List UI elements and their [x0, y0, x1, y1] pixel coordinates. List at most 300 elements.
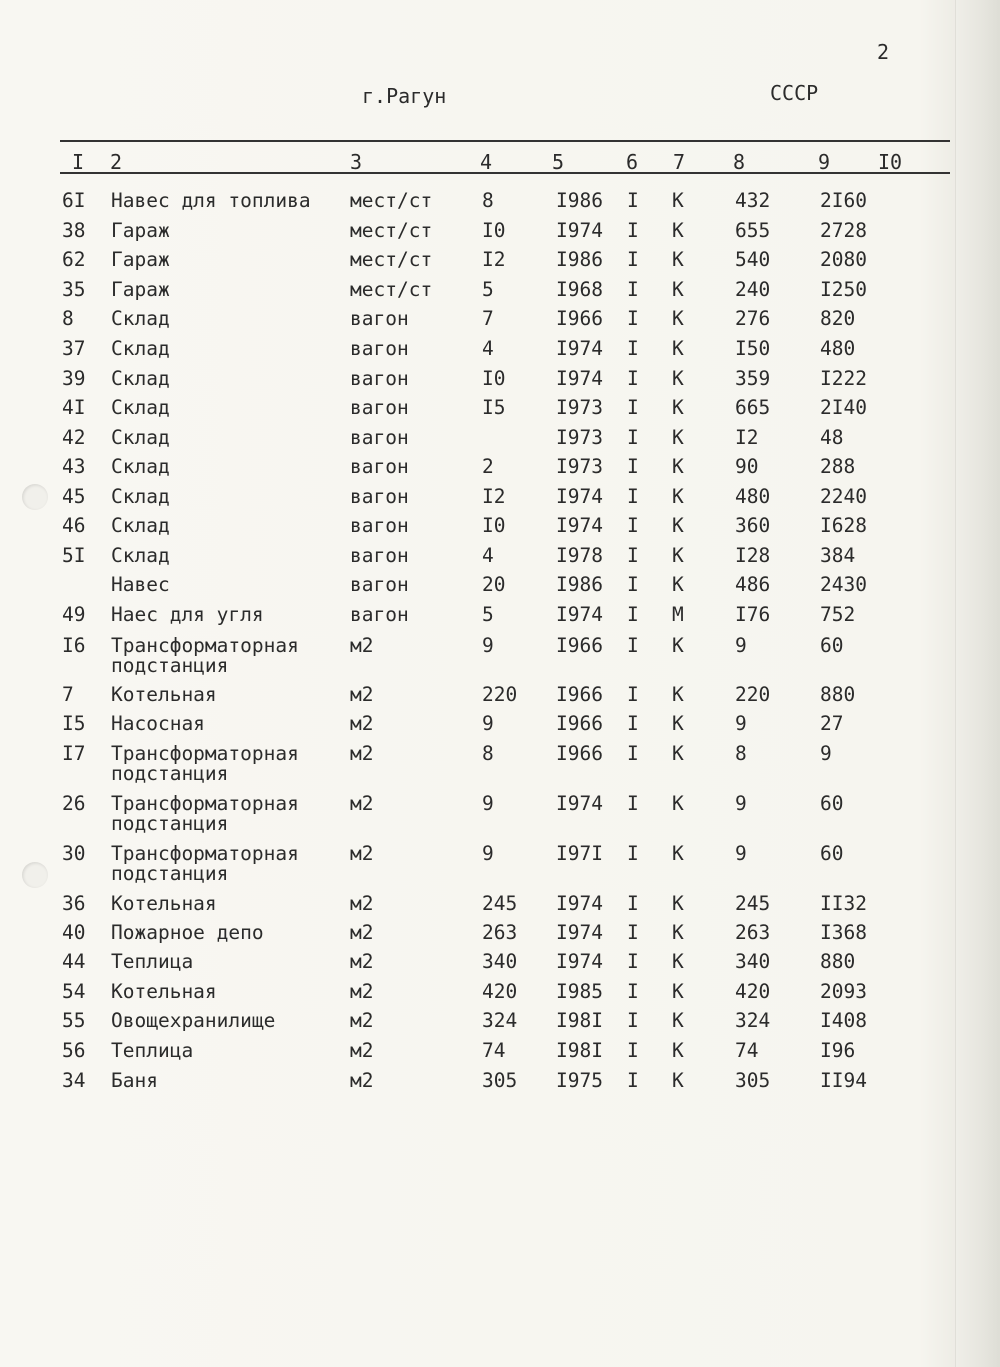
object-name-line1: Склад — [111, 455, 170, 478]
col8-value: 9 — [735, 634, 747, 657]
unit: м2 — [350, 634, 374, 657]
col8-value: 305 — [735, 1069, 771, 1092]
row-number: 46 — [62, 514, 86, 537]
object-name — [111, 1041, 193, 1061]
col8-value: 420 — [735, 980, 771, 1003]
col7-value: К — [672, 514, 684, 537]
object-name-line1: Склад — [111, 485, 170, 508]
col-header-1: I — [72, 150, 85, 174]
row-number: 8 — [62, 307, 74, 330]
object-name — [111, 369, 170, 389]
object-name — [111, 952, 193, 972]
object-name — [111, 516, 170, 536]
col6-value: I — [627, 950, 639, 973]
object-name — [111, 636, 299, 676]
quantity: 20 — [482, 573, 506, 596]
year: I97I — [556, 842, 603, 865]
col7-value: К — [672, 307, 684, 330]
col9-value: I96 — [820, 1039, 856, 1062]
col6-value: I — [627, 683, 639, 706]
col9-value: 9 — [820, 742, 832, 765]
col9-value: 2728 — [820, 219, 867, 242]
col8-value: 655 — [735, 219, 771, 242]
object-name-line1: Навес — [111, 573, 170, 596]
col8-value: 9 — [735, 842, 747, 865]
unit: м2 — [350, 742, 374, 765]
row-number: 38 — [62, 219, 86, 242]
punch-hole-bottom — [22, 862, 48, 888]
col7-value: К — [672, 396, 684, 419]
unit: м2 — [350, 792, 374, 815]
unit: м2 — [350, 712, 374, 735]
object-name — [111, 575, 170, 595]
col7-value: К — [672, 455, 684, 478]
year: I968 — [556, 278, 603, 301]
object-name-line1: Гараж — [111, 278, 170, 301]
object-name-line1: Пожарное депо — [111, 921, 264, 944]
col7-value: К — [672, 189, 684, 212]
col6-value: I — [627, 921, 639, 944]
col6-value: I — [627, 426, 639, 449]
col6-value: I — [627, 712, 639, 735]
unit: вагон — [350, 455, 409, 478]
col9-value: 60 — [820, 792, 844, 815]
year: I973 — [556, 455, 603, 478]
quantity: 9 — [482, 792, 494, 815]
col6-value: I — [627, 842, 639, 865]
col9-value: I408 — [820, 1009, 867, 1032]
unit: м2 — [350, 980, 374, 1003]
quantity: 2 — [482, 455, 494, 478]
unit: м2 — [350, 683, 374, 706]
col9-value: 288 — [820, 455, 856, 478]
quantity: 305 — [482, 1069, 518, 1092]
col6-value: I — [627, 248, 639, 271]
row-number: 6I — [62, 189, 86, 212]
unit: м2 — [350, 1009, 374, 1032]
object-name-line1: Склад — [111, 514, 170, 537]
row-number: 55 — [62, 1009, 86, 1032]
year: I974 — [556, 367, 603, 390]
col8-value: 480 — [735, 485, 771, 508]
object-name-line1: Наес для угля — [111, 603, 264, 626]
row-number: 34 — [62, 1069, 86, 1092]
object-name — [111, 487, 170, 507]
quantity: 340 — [482, 950, 518, 973]
quantity: I0 — [482, 514, 506, 537]
year: I974 — [556, 485, 603, 508]
punch-hole-top — [22, 484, 48, 510]
col6-value: I — [627, 307, 639, 330]
col9-value: 2I60 — [820, 189, 867, 212]
quantity: 8 — [482, 742, 494, 765]
col7-value: К — [672, 1039, 684, 1062]
col7-value: К — [672, 573, 684, 596]
col6-value: I — [627, 219, 639, 242]
col9-value: 2093 — [820, 980, 867, 1003]
col7-value: К — [672, 1069, 684, 1092]
object-name — [111, 844, 299, 884]
unit: мест/ст — [350, 248, 433, 271]
object-name — [111, 309, 170, 329]
row-number: 42 — [62, 426, 86, 449]
col9-value: 880 — [820, 683, 856, 706]
col6-value: I — [627, 396, 639, 419]
col9-value: I368 — [820, 921, 867, 944]
header-bottom-rule — [60, 172, 950, 174]
unit: м2 — [350, 921, 374, 944]
object-name — [111, 546, 170, 566]
row-number: I5 — [62, 712, 86, 735]
row-number: 35 — [62, 278, 86, 301]
col8-value: 359 — [735, 367, 771, 390]
row-number: 5I — [62, 544, 86, 567]
col7-value: К — [672, 892, 684, 915]
col7-value: К — [672, 634, 684, 657]
unit: вагон — [350, 367, 409, 390]
year: I98I — [556, 1009, 603, 1032]
row-number: 40 — [62, 921, 86, 944]
year: I974 — [556, 337, 603, 360]
unit: м2 — [350, 1069, 374, 1092]
row-number: 45 — [62, 485, 86, 508]
object-name-line1: Трансформаторная — [111, 842, 299, 865]
col9-value: I628 — [820, 514, 867, 537]
quantity: I2 — [482, 248, 506, 271]
object-name-line1: Склад — [111, 426, 170, 449]
unit: м2 — [350, 842, 374, 865]
col8-value: 74 — [735, 1039, 759, 1062]
object-name-line1: Баня — [111, 1069, 158, 1092]
year: I974 — [556, 950, 603, 973]
col9-value: 880 — [820, 950, 856, 973]
quantity: 9 — [482, 634, 494, 657]
col7-value: К — [672, 712, 684, 735]
object-name — [111, 221, 170, 241]
year: I986 — [556, 573, 603, 596]
row-number: 56 — [62, 1039, 86, 1062]
quantity: I5 — [482, 396, 506, 419]
col8-value: 360 — [735, 514, 771, 537]
object-name — [111, 982, 217, 1002]
col7-value: К — [672, 248, 684, 271]
unit: мест/ст — [350, 278, 433, 301]
row-number: 49 — [62, 603, 86, 626]
row-number: 26 — [62, 792, 86, 815]
col8-value: I76 — [735, 603, 771, 626]
col6-value: I — [627, 892, 639, 915]
col6-value: I — [627, 634, 639, 657]
col-header-2: 2 — [110, 150, 123, 174]
year: I98I — [556, 1039, 603, 1062]
unit: вагон — [350, 485, 409, 508]
object-name-line1: Навес для топлива — [111, 189, 311, 212]
col-header-6: 6 — [626, 150, 639, 174]
col8-value: 540 — [735, 248, 771, 271]
object-name-line1: Овощехранилище — [111, 1009, 276, 1032]
year: I966 — [556, 634, 603, 657]
col7-value: К — [672, 683, 684, 706]
object-name-line2: подстанция — [111, 812, 229, 835]
row-number: 44 — [62, 950, 86, 973]
object-name — [111, 714, 205, 734]
col-header-9: 9 — [818, 150, 831, 174]
col8-value: 486 — [735, 573, 771, 596]
col7-value: К — [672, 1009, 684, 1032]
unit: м2 — [350, 950, 374, 973]
year: I966 — [556, 712, 603, 735]
year: I974 — [556, 892, 603, 915]
year: I975 — [556, 1069, 603, 1092]
unit: м2 — [350, 1039, 374, 1062]
col-header-10: I0 — [878, 150, 903, 174]
col8-value: 263 — [735, 921, 771, 944]
col8-value: 240 — [735, 278, 771, 301]
row-number: I7 — [62, 742, 86, 765]
col7-value: К — [672, 367, 684, 390]
row-number: 30 — [62, 842, 86, 865]
row-number: 62 — [62, 248, 86, 271]
quantity: 4 — [482, 337, 494, 360]
object-name-line1: Склад — [111, 367, 170, 390]
quantity: 245 — [482, 892, 518, 915]
unit: вагон — [350, 307, 409, 330]
year: I973 — [556, 426, 603, 449]
row-number: 43 — [62, 455, 86, 478]
row-number: 39 — [62, 367, 86, 390]
col8-value: 9 — [735, 792, 747, 815]
object-name — [111, 744, 299, 784]
col8-value: 665 — [735, 396, 771, 419]
col7-value: К — [672, 337, 684, 360]
col6-value: I — [627, 1069, 639, 1092]
quantity: 263 — [482, 921, 518, 944]
col7-value: М — [672, 603, 684, 626]
quantity: I0 — [482, 219, 506, 242]
city-header: г.Рагун — [362, 84, 447, 108]
object-name-line1: Котельная — [111, 892, 217, 915]
year: I978 — [556, 544, 603, 567]
col7-value: К — [672, 544, 684, 567]
col8-value: 245 — [735, 892, 771, 915]
col-header-7: 7 — [673, 150, 686, 174]
unit: вагон — [350, 573, 409, 596]
object-name-line2: подстанция — [111, 654, 229, 677]
object-name-line1: Котельная — [111, 683, 217, 706]
col6-value: I — [627, 189, 639, 212]
col6-value: I — [627, 792, 639, 815]
col8-value: 220 — [735, 683, 771, 706]
year: I966 — [556, 307, 603, 330]
col6-value: I — [627, 573, 639, 596]
col9-value: 2240 — [820, 485, 867, 508]
col7-value: К — [672, 842, 684, 865]
quantity: 324 — [482, 1009, 518, 1032]
object-name-line1: Теплица — [111, 950, 194, 973]
unit: вагон — [350, 396, 409, 419]
object-name-line1: Склад — [111, 307, 170, 330]
page-edge — [955, 0, 1000, 1367]
object-name-line1: Теплица — [111, 1039, 194, 1062]
object-name-line1: Котельная — [111, 980, 217, 1003]
col6-value: I — [627, 367, 639, 390]
col9-value: 48 — [820, 426, 844, 449]
col6-value: I — [627, 455, 639, 478]
unit: мест/ст — [350, 189, 433, 212]
year: I974 — [556, 792, 603, 815]
quantity: 8 — [482, 189, 494, 212]
quantity: 5 — [482, 603, 494, 626]
col9-value: 480 — [820, 337, 856, 360]
col9-value: I250 — [820, 278, 867, 301]
col8-value: 9 — [735, 712, 747, 735]
col6-value: I — [627, 603, 639, 626]
year: I974 — [556, 921, 603, 944]
object-name — [111, 250, 170, 270]
col9-value: 820 — [820, 307, 856, 330]
unit: мест/ст — [350, 219, 433, 242]
table-top-rule — [60, 140, 950, 142]
year: I974 — [556, 603, 603, 626]
row-number: 4I — [62, 396, 86, 419]
quantity: 420 — [482, 980, 518, 1003]
quantity: 74 — [482, 1039, 506, 1062]
object-name — [111, 457, 170, 477]
col9-value: 60 — [820, 634, 844, 657]
col6-value: I — [627, 337, 639, 360]
year: I974 — [556, 514, 603, 537]
object-name — [111, 339, 170, 359]
col6-value: I — [627, 485, 639, 508]
unit: вагон — [350, 514, 409, 537]
col9-value: 752 — [820, 603, 856, 626]
col9-value: 2I40 — [820, 396, 867, 419]
quantity: 9 — [482, 712, 494, 735]
col9-value: II94 — [820, 1069, 867, 1092]
object-name-line1: Гараж — [111, 219, 170, 242]
object-name-line1: Гараж — [111, 248, 170, 271]
object-name — [111, 923, 264, 943]
object-name — [111, 685, 217, 705]
object-name — [111, 428, 170, 448]
col8-value: I2 — [735, 426, 759, 449]
quantity: 7 — [482, 307, 494, 330]
col8-value: 324 — [735, 1009, 771, 1032]
year: I966 — [556, 742, 603, 765]
object-name — [111, 1011, 275, 1031]
col6-value: I — [627, 544, 639, 567]
col7-value: К — [672, 950, 684, 973]
row-number: 36 — [62, 892, 86, 915]
col-header-5: 5 — [552, 150, 565, 174]
col9-value: 27 — [820, 712, 844, 735]
col6-value: I — [627, 980, 639, 1003]
unit: вагон — [350, 603, 409, 626]
year: I986 — [556, 248, 603, 271]
object-name-line2: подстанция — [111, 762, 229, 785]
col7-value: К — [672, 426, 684, 449]
row-number: 37 — [62, 337, 86, 360]
object-name-line1: Склад — [111, 337, 170, 360]
quantity: I0 — [482, 367, 506, 390]
col6-value: I — [627, 1009, 639, 1032]
col6-value: I — [627, 278, 639, 301]
page-number: 2 — [877, 40, 890, 64]
col9-value: 384 — [820, 544, 856, 567]
col-header-3: 3 — [350, 150, 363, 174]
col6-value: I — [627, 1039, 639, 1062]
col9-value: II32 — [820, 892, 867, 915]
col6-value: I — [627, 742, 639, 765]
quantity: 5 — [482, 278, 494, 301]
col8-value: 8 — [735, 742, 747, 765]
row-number: I6 — [62, 634, 86, 657]
col7-value: К — [672, 921, 684, 944]
col9-value: 2080 — [820, 248, 867, 271]
col8-value: 276 — [735, 307, 771, 330]
col7-value: К — [672, 278, 684, 301]
year: I973 — [556, 396, 603, 419]
col8-value: 432 — [735, 189, 771, 212]
object-name — [111, 605, 264, 625]
year: I966 — [556, 683, 603, 706]
row-number: 7 — [62, 683, 74, 706]
object-name — [111, 398, 170, 418]
unit: вагон — [350, 426, 409, 449]
object-name — [111, 280, 170, 300]
row-number: 54 — [62, 980, 86, 1003]
quantity: 220 — [482, 683, 518, 706]
object-name-line1: Трансформаторная — [111, 742, 299, 765]
object-name-line2: подстанция — [111, 862, 229, 885]
col6-value: I — [627, 514, 639, 537]
quantity: 4 — [482, 544, 494, 567]
unit: вагон — [350, 544, 409, 567]
col7-value: К — [672, 980, 684, 1003]
col9-value: 2430 — [820, 573, 867, 596]
year: I986 — [556, 189, 603, 212]
year: I974 — [556, 219, 603, 242]
country-header: СССР — [770, 81, 819, 105]
unit: вагон — [350, 337, 409, 360]
col7-value: К — [672, 742, 684, 765]
col8-value: I28 — [735, 544, 771, 567]
object-name-line1: Склад — [111, 396, 170, 419]
object-name — [111, 1071, 158, 1091]
col9-value: 60 — [820, 842, 844, 865]
object-name — [111, 894, 217, 914]
col7-value: К — [672, 792, 684, 815]
unit: м2 — [350, 892, 374, 915]
quantity: 9 — [482, 842, 494, 865]
object-name-line1: Трансформаторная — [111, 634, 299, 657]
col9-value: I222 — [820, 367, 867, 390]
object-name-line1: Склад — [111, 544, 170, 567]
year: I985 — [556, 980, 603, 1003]
object-name — [111, 191, 311, 211]
quantity: I2 — [482, 485, 506, 508]
col8-value: 340 — [735, 950, 771, 973]
col7-value: К — [672, 219, 684, 242]
col-header-8: 8 — [733, 150, 746, 174]
col-header-4: 4 — [480, 150, 493, 174]
object-name-line1: Насосная — [111, 712, 205, 735]
col8-value: 90 — [735, 455, 759, 478]
object-name-line1: Трансформаторная — [111, 792, 299, 815]
col8-value: I50 — [735, 337, 771, 360]
col7-value: К — [672, 485, 684, 508]
object-name — [111, 794, 299, 834]
